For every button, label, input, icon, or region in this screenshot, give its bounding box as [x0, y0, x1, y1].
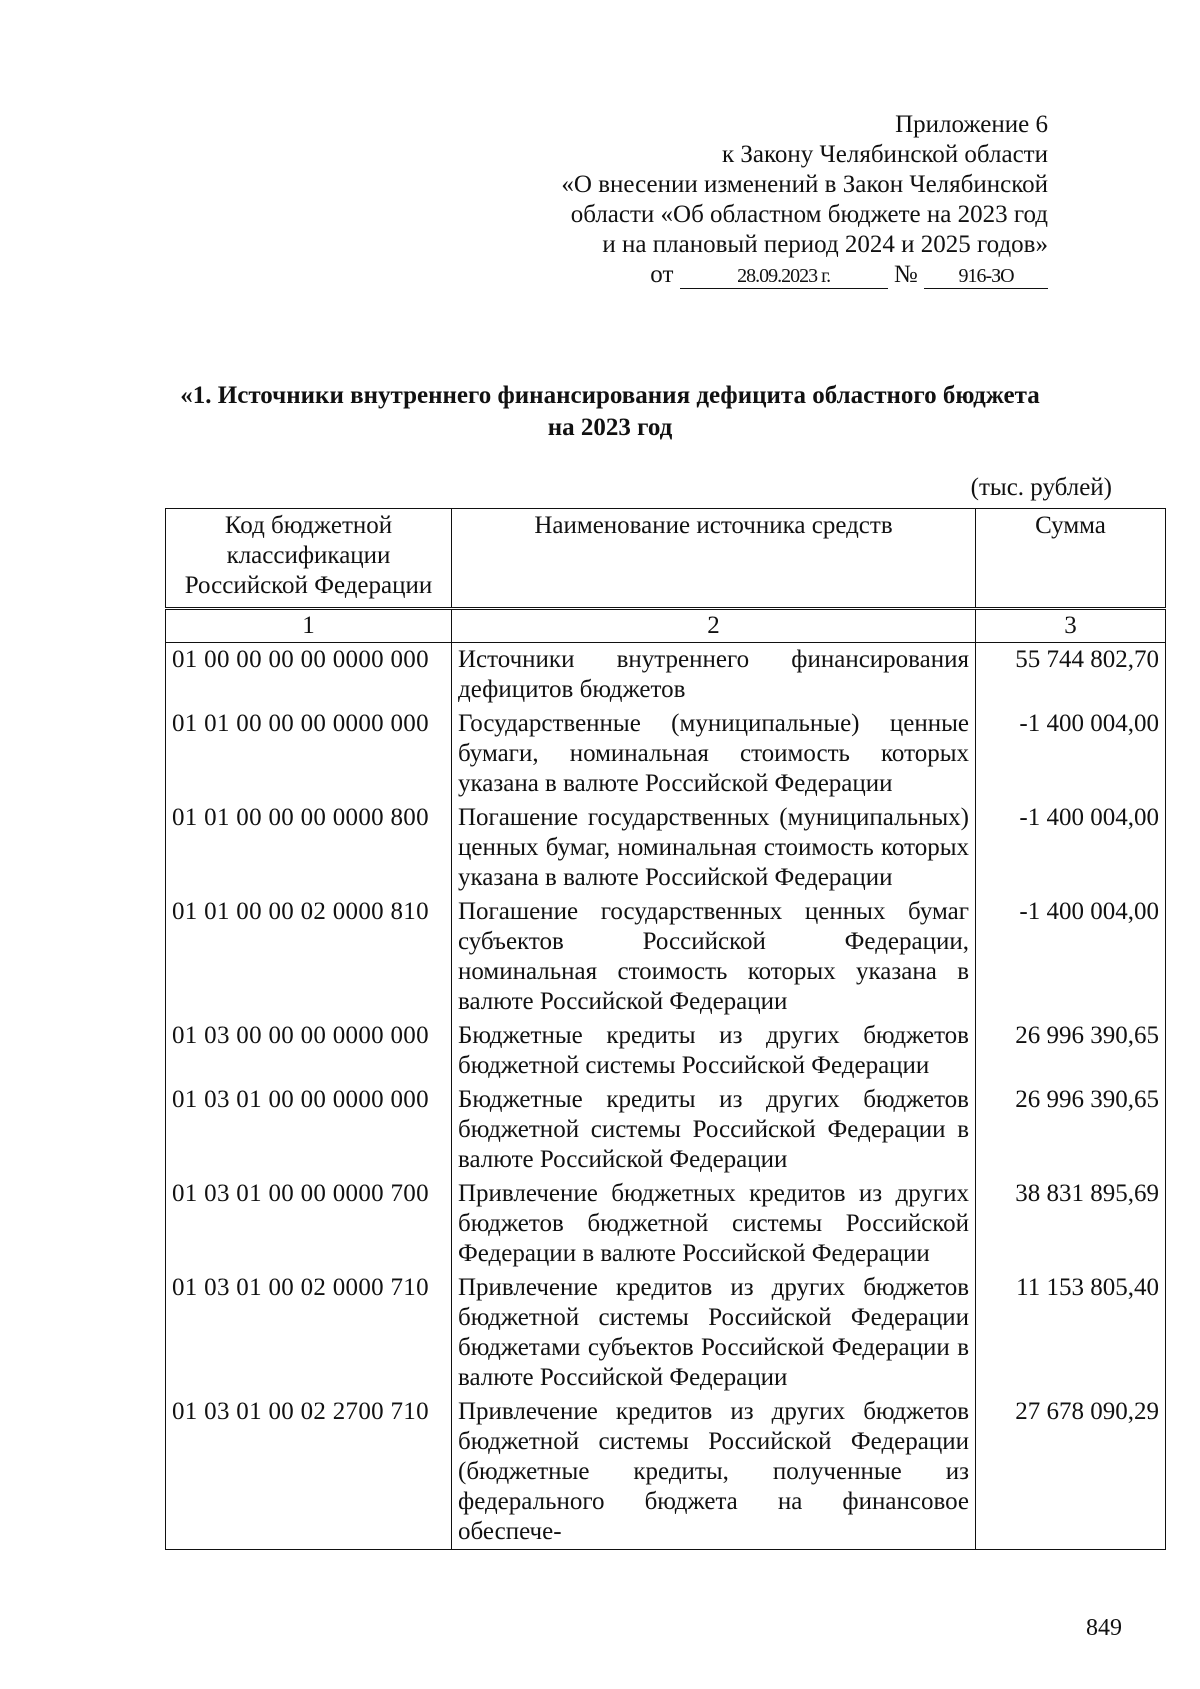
table-row	[166, 707, 1166, 801]
row-code: 01 03 01 00 02 2700 710	[166, 1395, 452, 1550]
row-sum: 38 831 895,69	[976, 1177, 1166, 1271]
table-row	[166, 801, 1166, 895]
row-sum: 11 153 805,40	[976, 1271, 1166, 1395]
law-date-number	[488, 260, 1048, 290]
law-date: 28.09.2023 г.	[680, 264, 888, 289]
row-sum: 26 996 390,65	[976, 1019, 1166, 1083]
table-row	[166, 1019, 1166, 1083]
table-row	[166, 1271, 1166, 1395]
row-sum: 55 744 802,70	[976, 643, 1166, 708]
document-title	[150, 380, 1070, 444]
row-name: Бюджетные кредиты из других бюджетов бюджетной системы Российской Федерации в валюте Российской Федерации	[452, 1083, 976, 1177]
row-name: Погашение государственных ценных бумаг субъектов Российской Федерации, номинальная стоимость которых указана в валюте Российской Федерации	[452, 895, 976, 1019]
from-label: от	[650, 261, 674, 288]
row-sum: -1 400 004,00	[976, 895, 1166, 1019]
row-code: 01 03 00 00 00 0000 000	[166, 1019, 452, 1083]
row-name: Погашение государственных (муниципальных) ценных бумаг, номинальная стоимость которых указана в валюте Российской Федерации	[452, 801, 976, 895]
row-name: Привлечение бюджетных кредитов из других бюджетов бюджетной системы Российской Федерации в валюте Российской Федерации	[452, 1177, 976, 1271]
header-line: и на плановый период 2024 и 2025 годов»	[602, 231, 1048, 258]
table-row	[166, 1177, 1166, 1271]
table-row	[166, 895, 1166, 1019]
row-code: 01 03 01 00 02 0000 710	[166, 1271, 452, 1395]
title-line-1: «1. Источники внутреннего финансирования дефицита областного бюджета	[180, 382, 1040, 409]
row-name: Государственные (муниципальные) ценные бумаги, номинальная стоимость которых указана в валюте Российской Федерации	[452, 707, 976, 801]
law-number: 916-ЗО	[924, 264, 1048, 289]
header-line: области «Об областном бюджете на 2023 год	[570, 201, 1048, 228]
row-name: Бюджетные кредиты из других бюджетов бюджетной системы Российской Федерации	[452, 1019, 976, 1083]
row-code: 01 03 01 00 00 0000 000	[166, 1083, 452, 1177]
row-sum: -1 400 004,00	[976, 707, 1166, 801]
header-line: Приложение 6	[895, 111, 1048, 138]
title-line-2: на 2023 год	[547, 414, 673, 441]
table-row	[166, 643, 1166, 708]
table-row	[166, 1083, 1166, 1177]
header-sum: Сумма	[976, 509, 1166, 609]
header-name: Наименование источника средств	[452, 509, 976, 609]
header-line: «О внесении изменений в Закон Челябинской	[561, 171, 1048, 198]
row-sum: 27 678 090,29	[976, 1395, 1166, 1550]
row-name: Привлечение кредитов из других бюджетов бюджетной системы Российской Федерации (бюджетные кредиты, полученные из федерального бюджета на финансовое обеспече-	[452, 1395, 976, 1550]
row-code: 01 00 00 00 00 0000 000	[166, 643, 452, 708]
row-code: 01 01 00 00 00 0000 800	[166, 801, 452, 895]
number-label: №	[893, 261, 918, 288]
row-sum: 26 996 390,65	[976, 1083, 1166, 1177]
column-number: 3	[976, 609, 1166, 643]
row-sum: -1 400 004,00	[976, 801, 1166, 895]
column-number: 1	[166, 609, 452, 643]
row-name: Привлечение кредитов из других бюджетов бюджетной системы Российской Федерации бюджетами субъектов Российской Федерации в валюте Российской Федерации	[452, 1271, 976, 1395]
row-name: Источники внутреннего финансирования дефицитов бюджетов	[452, 643, 976, 708]
appendix-header	[488, 110, 1048, 290]
header-line: к Закону Челябинской области	[722, 141, 1048, 168]
table-header-row	[166, 509, 1166, 609]
row-code: 01 03 01 00 00 0000 700	[166, 1177, 452, 1271]
table-row	[166, 1395, 1166, 1550]
unit-label: (тыс. рублей)	[970, 474, 1112, 501]
header-code: Код бюджетной классификации Российской Федерации	[166, 509, 452, 609]
row-code: 01 01 00 00 00 0000 000	[166, 707, 452, 801]
row-code: 01 01 00 00 02 0000 810	[166, 895, 452, 1019]
page-number: 849	[1086, 1615, 1122, 1641]
column-number: 2	[452, 609, 976, 643]
sources-table	[165, 508, 1166, 1550]
column-number-row	[166, 609, 1166, 643]
